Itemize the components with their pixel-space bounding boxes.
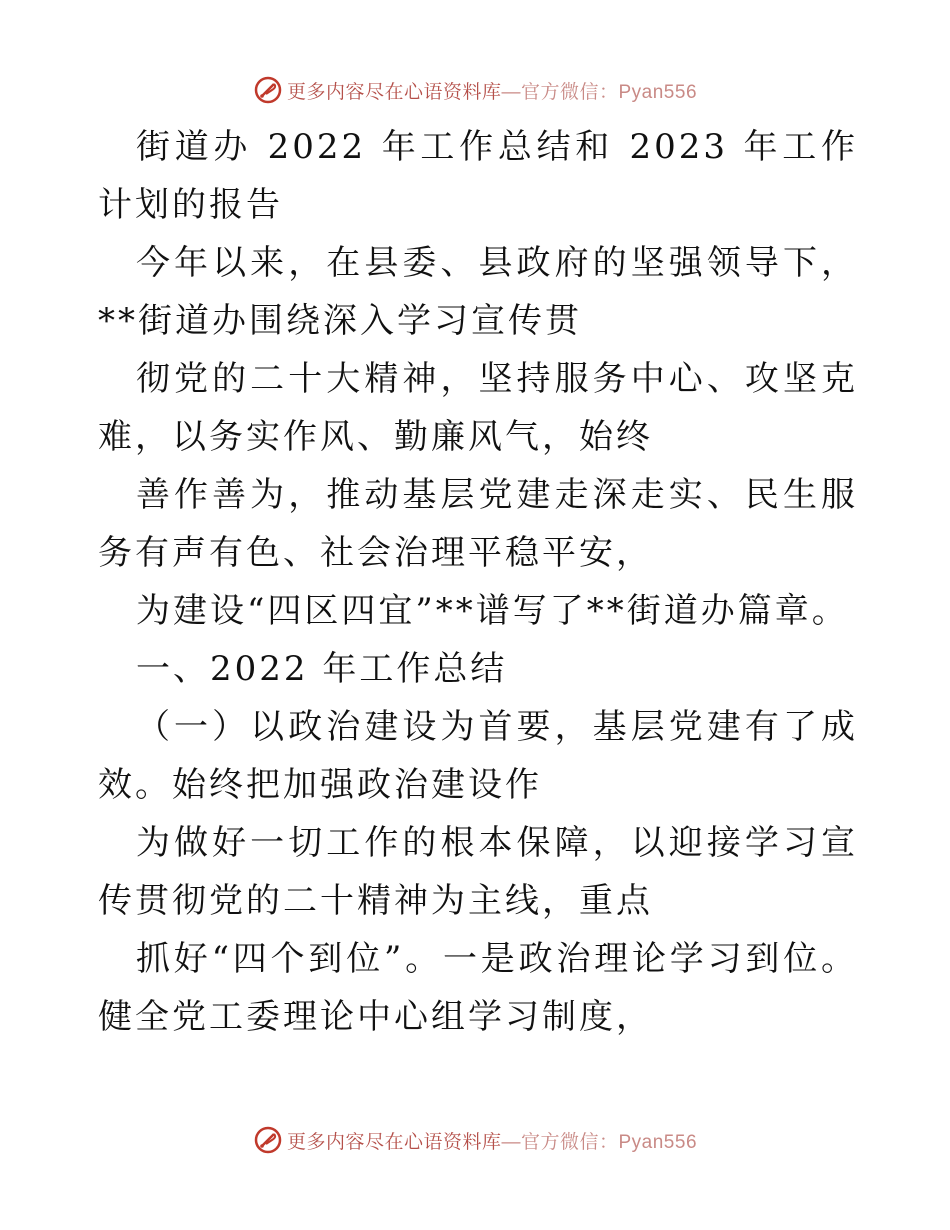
watermark-sub-text: —官方微信：Pyan556 — [501, 81, 698, 103]
body-paragraph: 为做好一切工作的根本保障，以迎接学习宣传贯彻党的二十精神为主线，重点 — [98, 823, 858, 921]
body-paragraph: 抓好“四个到位”。一是政治理论学习到位。健全党工委理论中心组学习制度， — [98, 939, 858, 1037]
watermark-main-text: 更多内容尽在心语资料库 — [286, 80, 502, 103]
watermark-sub-text: —官方微信：Pyan556 — [501, 1131, 698, 1153]
body-paragraph: 为建设“四区四宜”**谱写了**街道办篇章。 — [136, 591, 849, 631]
quill-logo-icon — [253, 1125, 283, 1155]
section-heading: 一、2022 年工作总结 — [136, 649, 508, 689]
watermark-main-text: 更多内容尽在心语资料库 — [286, 1130, 502, 1153]
watermark-header — [0, 72, 950, 108]
quill-logo-icon — [253, 75, 283, 105]
body-paragraph: （一）以政治建设为首要，基层党建有了成效。始终把加强政治建设作 — [98, 707, 858, 805]
document-title: 街道办 2022 年工作总结和 2023 年工作计划的报告 — [98, 127, 858, 225]
body-paragraph: 今年以来，在县委、县政府的坚强领导下，**街道办围绕深入学习宣传贯 — [98, 243, 858, 341]
watermark-footer — [0, 1122, 950, 1158]
body-paragraph: 善作善为，推动基层党建走深走实、民生服务有声有色、社会治理平稳平安， — [98, 475, 858, 573]
document-body — [98, 118, 858, 1046]
body-paragraph: 彻党的二十大精神，坚持服务中心、攻坚克难，以务实作风、勤廉风气，始终 — [98, 359, 858, 457]
